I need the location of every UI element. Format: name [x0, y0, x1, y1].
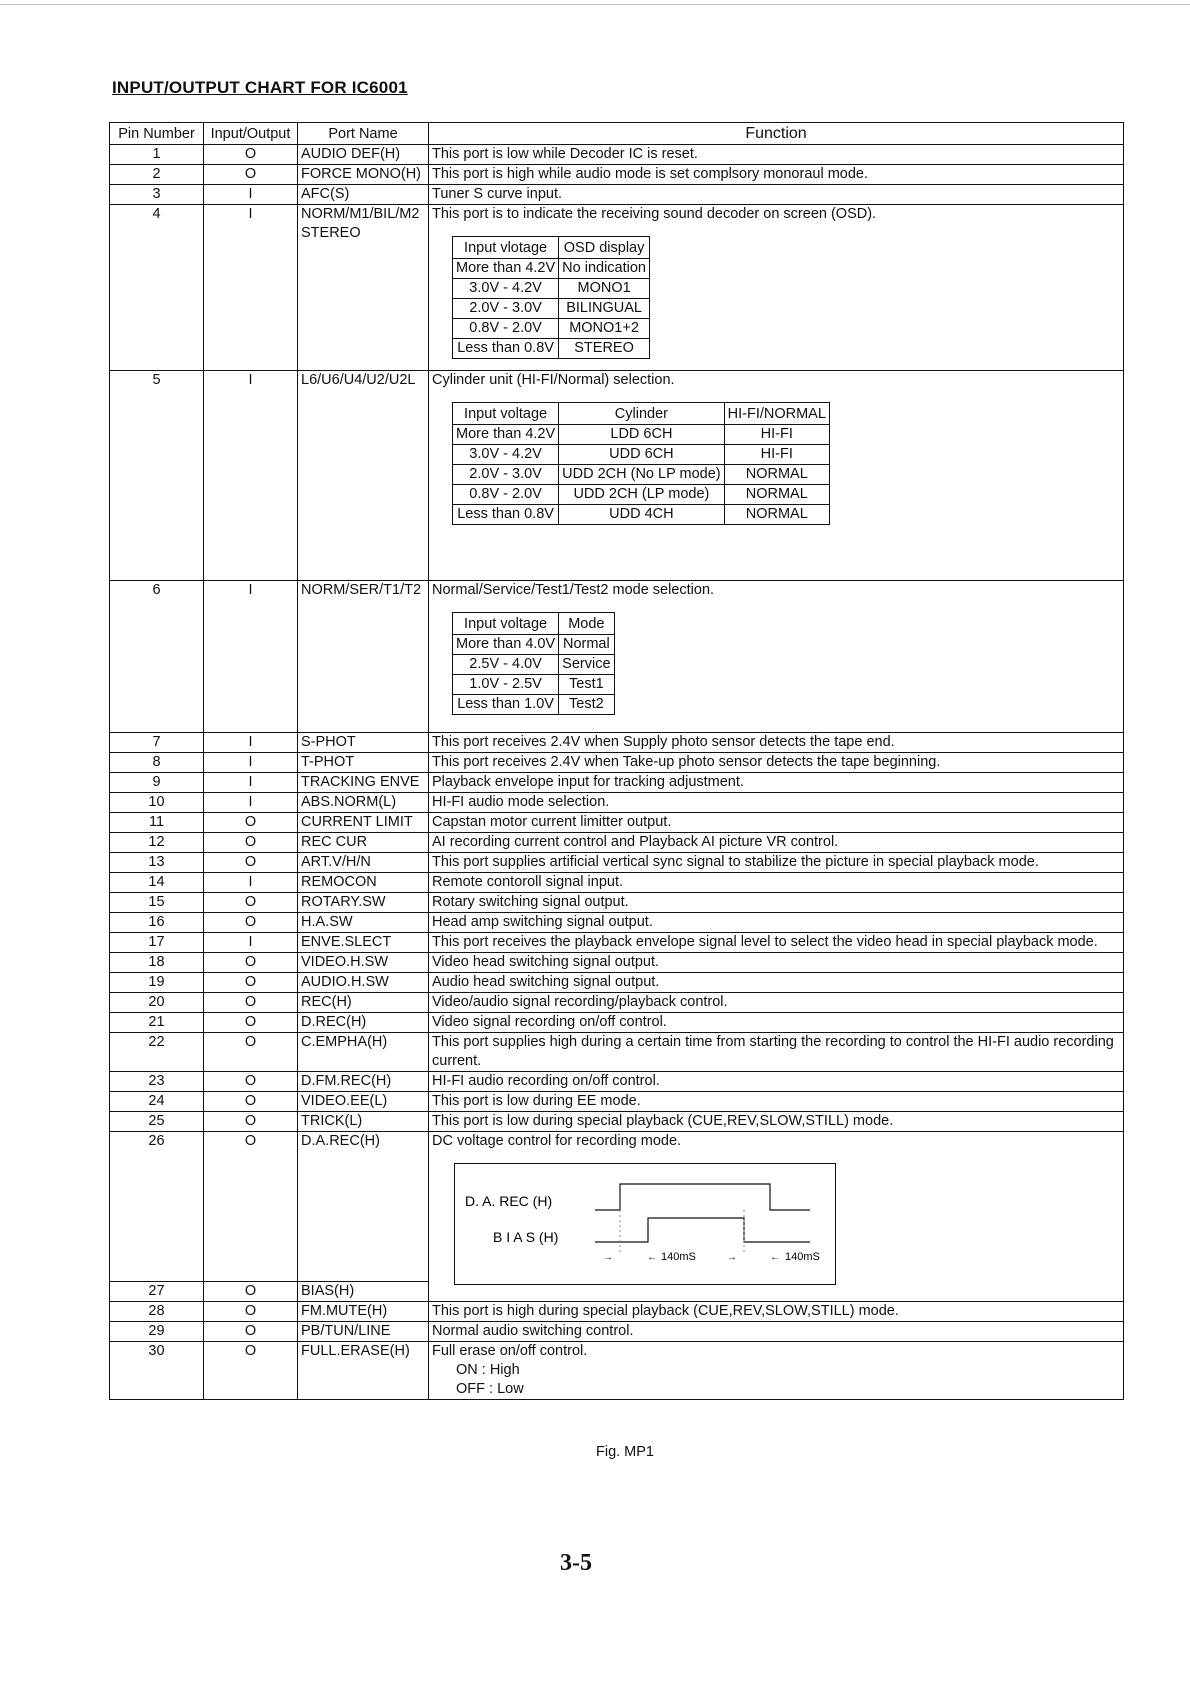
pin-number-cell: 18 [110, 953, 204, 973]
function-cell [429, 853, 1124, 873]
table-row [110, 1033, 1124, 1072]
table-row [110, 165, 1124, 185]
pin-number-cell: 14 [110, 873, 204, 893]
port-name-cell: C.EMPHA(H) [298, 1033, 429, 1072]
pin-number-cell: 2 [110, 165, 204, 185]
io-cell: O [204, 1282, 298, 1302]
pin-number-cell: 19 [110, 973, 204, 993]
pin-number-cell: 12 [110, 833, 204, 853]
function-text: This port is low during EE mode. [432, 1093, 641, 1109]
drec-waveform [595, 1184, 810, 1210]
function-cell [429, 833, 1124, 853]
function-text: Normal/Service/Test1/Test2 mode selection. [432, 582, 715, 598]
io-cell: I [204, 773, 298, 793]
port-name-cell: AFC(S) [298, 185, 429, 205]
io-cell: O [204, 165, 298, 185]
mode-voltage-table-header [453, 613, 615, 635]
function-cell [429, 185, 1124, 205]
cylinder-voltage-table-cell: Less than 0.8V [453, 505, 559, 525]
header-pin-number: Pin Number [110, 123, 204, 145]
io-cell: O [204, 993, 298, 1013]
cylinder-voltage-table-cell: More than 4.2V [453, 425, 559, 445]
table-row [110, 973, 1124, 993]
mode-voltage-table-row [453, 655, 615, 675]
cylinder-voltage-table-cell: 0.8V - 2.0V [453, 485, 559, 505]
delay-label-2: 140mS [785, 1251, 820, 1263]
cylinder-voltage-table-row [453, 505, 830, 525]
table-row [110, 371, 1124, 581]
osd-voltage-table-row [453, 319, 650, 339]
io-cell: O [204, 145, 298, 165]
waveform-diagram [454, 1163, 836, 1285]
pin-number-cell: 21 [110, 1013, 204, 1033]
function-cell [429, 873, 1124, 893]
pin-number-cell: 20 [110, 993, 204, 1013]
function-cell [429, 1342, 1124, 1400]
table-row [110, 953, 1124, 973]
osd-voltage-table-cell: MONO1 [559, 279, 650, 299]
cylinder-voltage-table-cell: NORMAL [724, 465, 829, 485]
osd-voltage-table-cell: BILINGUAL [559, 299, 650, 319]
cylinder-voltage-table-cell: UDD 2CH (LP mode) [559, 485, 724, 505]
osd-voltage-table-cell: More than 4.2V [453, 259, 559, 279]
function-text: This port is low while Decoder IC is reset. [432, 146, 698, 162]
table-row [110, 1112, 1124, 1132]
cylinder-voltage-table-cell: LDD 6CH [559, 425, 724, 445]
io-cell: O [204, 1132, 298, 1282]
pin-number-cell: 26 [110, 1132, 204, 1282]
cylinder-voltage-table-row [453, 425, 830, 445]
figure-caption: Fig. MP1 [595, 1444, 654, 1460]
port-name-cell: T-PHOT [298, 753, 429, 773]
pin-number-cell: 7 [110, 733, 204, 753]
function-text: This port is to indicate the receiving sound decoder on screen (OSD). [432, 206, 877, 222]
header-function: Function [429, 123, 1124, 145]
mode-voltage-table-cell: More than 4.0V [453, 635, 559, 655]
table-row [110, 813, 1124, 833]
port-name-cell: H.A.SW [298, 913, 429, 933]
function-text: This port receives the playback envelope signal level to select the video head in special playback mode. [432, 934, 1098, 950]
pin-number-cell: 23 [110, 1072, 204, 1092]
function-cell [429, 773, 1124, 793]
osd-voltage-table-cell: Less than 0.8V [453, 339, 559, 359]
table-row [110, 1302, 1124, 1322]
function-text: This port receives 2.4V when Take-up photo sensor detects the tape beginning. [432, 754, 941, 770]
io-cell: I [204, 185, 298, 205]
mode-voltage-table-cell: Less than 1.0V [453, 695, 559, 715]
port-name-cell: D.REC(H) [298, 1013, 429, 1033]
cylinder-voltage-table-row [453, 445, 830, 465]
cylinder-voltage-table-cell: HI-FI [724, 425, 829, 445]
port-name-cell: BIAS(H) [298, 1282, 429, 1302]
port-name-cell: FORCE MONO(H) [298, 165, 429, 185]
pin-number-cell: 30 [110, 1342, 204, 1400]
function-text: This port supplies high during a certain time from starting the recording to control the HI-FI audio recording current. [432, 1034, 1114, 1069]
pin-number-cell: 6 [110, 581, 204, 733]
function-text: This port is high while audio mode is set complsory monoraul mode. [432, 166, 869, 182]
osd-voltage-table-cell: 3.0V - 4.2V [453, 279, 559, 299]
table-row [110, 913, 1124, 933]
table-row [110, 581, 1124, 733]
table-row [110, 853, 1124, 873]
page-number: 3-5 [560, 1550, 592, 1576]
osd-voltage-table-cell: 2.0V - 3.0V [453, 299, 559, 319]
io-cell: O [204, 1092, 298, 1112]
io-cell: I [204, 581, 298, 733]
function-text: Rotary switching signal output. [432, 894, 629, 910]
io-cell: I [204, 873, 298, 893]
table-row [110, 185, 1124, 205]
io-cell: O [204, 953, 298, 973]
cylinder-voltage-table-header-cell: Cylinder [559, 403, 724, 425]
function-cell [429, 933, 1124, 953]
delay-label-1: 140mS [661, 1251, 696, 1263]
port-name-cell: NORM/SER/T1/T2 [298, 581, 429, 733]
bias-label: B I A S (H) [493, 1229, 559, 1245]
page-title: INPUT/OUTPUT CHART FOR IC6001 [112, 78, 408, 97]
io-cell: I [204, 205, 298, 371]
port-name-cell: ART.V/H/N [298, 853, 429, 873]
function-text: This port is high during special playback (CUE,REV,SLOW,STILL) mode. [432, 1303, 899, 1319]
io-cell: I [204, 793, 298, 813]
osd-voltage-table-header-cell: OSD display [559, 237, 650, 259]
pin-number-cell: 10 [110, 793, 204, 813]
port-name-cell: REMOCON [298, 873, 429, 893]
cylinder-voltage-table-cell: NORMAL [724, 505, 829, 525]
table-row [110, 733, 1124, 753]
top-rule [0, 4, 1190, 5]
port-name-cell: D.A.REC(H) [298, 1132, 429, 1282]
port-name-cell: AUDIO DEF(H) [298, 145, 429, 165]
function-text: This port is low during special playback (CUE,REV,SLOW,STILL) mode. [432, 1113, 894, 1129]
osd-voltage-table-cell: STEREO [559, 339, 650, 359]
io-cell: I [204, 933, 298, 953]
arrow-left-icon: ← [770, 1252, 780, 1263]
table-row [110, 1013, 1124, 1033]
arrow-right-icon: → [727, 1252, 737, 1263]
function-text: HI-FI audio mode selection. [432, 794, 610, 810]
function-text: Playback envelope input for tracking adjustment. [432, 774, 744, 790]
function-cell [429, 371, 1124, 581]
osd-voltage-table-header [453, 237, 650, 259]
io-cell: O [204, 1322, 298, 1342]
pin-number-cell: 24 [110, 1092, 204, 1112]
function-cell [429, 993, 1124, 1013]
function-text: This port receives 2.4V when Supply photo sensor detects the tape end. [432, 734, 895, 750]
arrow-left-icon: ← [647, 1252, 657, 1263]
function-text: DC voltage control for recording mode. [432, 1133, 682, 1149]
drec-label: D. A. REC (H) [465, 1193, 553, 1209]
mode-voltage-table-row [453, 675, 615, 695]
mode-voltage-table-cell: Test1 [559, 675, 614, 695]
osd-voltage-table-header-cell: Input vlotage [453, 237, 559, 259]
bias-waveform [595, 1218, 810, 1242]
port-name-cell: VIDEO.H.SW [298, 953, 429, 973]
table-row [110, 1322, 1124, 1342]
cylinder-voltage-table-cell: 3.0V - 4.2V [453, 445, 559, 465]
table-row [110, 793, 1124, 813]
function-text: AI recording current control and Playback AI picture VR control. [432, 834, 839, 850]
io-cell: O [204, 1033, 298, 1072]
table-row [110, 1132, 1124, 1282]
function-cell [429, 165, 1124, 185]
port-name-cell: NORM/M1/BIL/M2 STEREO [298, 205, 429, 371]
cylinder-voltage-table-row [453, 465, 830, 485]
function-cell [429, 1092, 1124, 1112]
function-text: Video/audio signal recording/playback control. [432, 994, 728, 1010]
function-cell [429, 893, 1124, 913]
osd-voltage-table [452, 236, 650, 359]
pin-number-cell: 9 [110, 773, 204, 793]
table-row [110, 205, 1124, 371]
waveform-svg [455, 1164, 835, 1284]
function-cell [429, 953, 1124, 973]
mode-voltage-table-cell: Service [559, 655, 614, 675]
io-cell: O [204, 1112, 298, 1132]
header-port-name: Port Name [298, 123, 429, 145]
io-cell: O [204, 853, 298, 873]
io-cell: I [204, 371, 298, 581]
port-name-cell: L6/U6/U4/U2/U2L [298, 371, 429, 581]
table-row [110, 993, 1124, 1013]
osd-voltage-table-cell: MONO1+2 [559, 319, 650, 339]
table-row [110, 753, 1124, 773]
function-cell [429, 1013, 1124, 1033]
osd-voltage-table-cell: No indication [559, 259, 650, 279]
port-name-cell: FM.MUTE(H) [298, 1302, 429, 1322]
osd-voltage-table-row [453, 299, 650, 319]
mode-voltage-table-header-cell: Mode [559, 613, 614, 635]
port-name-cell: REC(H) [298, 993, 429, 1013]
port-name-cell: PB/TUN/LINE [298, 1322, 429, 1342]
function-cell [429, 753, 1124, 773]
osd-voltage-table-row [453, 279, 650, 299]
table-row [110, 1342, 1124, 1400]
port-name-cell: S-PHOT [298, 733, 429, 753]
cylinder-voltage-table-row [453, 485, 830, 505]
cylinder-voltage-table-header-cell: HI-FI/NORMAL [724, 403, 829, 425]
pin-number-cell: 1 [110, 145, 204, 165]
port-name-cell: REC CUR [298, 833, 429, 853]
port-name-cell: ROTARY.SW [298, 893, 429, 913]
full-erase-off: OFF : Low [456, 1381, 524, 1397]
port-name-cell: AUDIO.H.SW [298, 973, 429, 993]
table-row [110, 893, 1124, 913]
io-cell: O [204, 893, 298, 913]
function-cell [429, 1132, 1124, 1302]
io-cell: O [204, 973, 298, 993]
function-cell [429, 1112, 1124, 1132]
pin-number-cell: 5 [110, 371, 204, 581]
io-cell: I [204, 733, 298, 753]
function-text: Tuner S curve input. [432, 186, 563, 202]
pin-number-cell: 17 [110, 933, 204, 953]
table-row [110, 873, 1124, 893]
cylinder-voltage-table-header-cell: Input voltage [453, 403, 559, 425]
io-cell: O [204, 833, 298, 853]
io-cell: O [204, 813, 298, 833]
function-cell [429, 813, 1124, 833]
function-cell [429, 913, 1124, 933]
function-text: Video head switching signal output. [432, 954, 660, 970]
mode-voltage-table-cell: 1.0V - 2.5V [453, 675, 559, 695]
io-chart-table [109, 122, 1124, 1400]
function-cell [429, 973, 1124, 993]
function-text: Video signal recording on/off control. [432, 1014, 667, 1030]
port-name-cell: D.FM.REC(H) [298, 1072, 429, 1092]
port-name-cell: CURRENT LIMIT [298, 813, 429, 833]
function-text: Remote contoroll signal input. [432, 874, 624, 890]
function-text: This port supplies artificial vertical sync signal to stabilize the picture in special playback mode. [432, 854, 1039, 870]
header-input-output: Input/Output [204, 123, 298, 145]
pin-number-cell: 29 [110, 1322, 204, 1342]
function-cell [429, 1322, 1124, 1342]
mode-voltage-table-cell: Test2 [559, 695, 614, 715]
pin-number-cell: 4 [110, 205, 204, 371]
arrow-right-icon: → [603, 1252, 613, 1263]
mode-voltage-table-row [453, 635, 615, 655]
io-cell: O [204, 1013, 298, 1033]
table-row [110, 833, 1124, 853]
pin-number-cell: 22 [110, 1033, 204, 1072]
osd-voltage-table-cell: 0.8V - 2.0V [453, 319, 559, 339]
function-text: Audio head switching signal output. [432, 974, 660, 990]
function-cell [429, 145, 1124, 165]
pin-number-cell: 27 [110, 1282, 204, 1302]
pin-number-cell: 3 [110, 185, 204, 205]
port-name-cell: ABS.NORM(L) [298, 793, 429, 813]
table-row [110, 1092, 1124, 1112]
function-text: Normal audio switching control. [432, 1323, 634, 1339]
table-row [110, 1072, 1124, 1092]
pin-number-cell: 8 [110, 753, 204, 773]
function-cell [429, 1072, 1124, 1092]
function-text: Cylinder unit (HI-FI/Normal) selection. [432, 372, 675, 388]
table-row [110, 145, 1124, 165]
function-cell [429, 1302, 1124, 1322]
function-text: Capstan motor current limitter output. [432, 814, 672, 830]
pin-number-cell: 15 [110, 893, 204, 913]
port-name-cell: TRACKING ENVE [298, 773, 429, 793]
mode-voltage-table-header-cell: Input voltage [453, 613, 559, 635]
pin-number-cell: 13 [110, 853, 204, 873]
cylinder-voltage-table-cell: UDD 6CH [559, 445, 724, 465]
function-text: Head amp switching signal output. [432, 914, 653, 930]
io-cell: O [204, 1302, 298, 1322]
pin-number-cell: 25 [110, 1112, 204, 1132]
mode-voltage-table-row [453, 695, 615, 715]
pin-number-cell: 16 [110, 913, 204, 933]
cylinder-voltage-table-cell: HI-FI [724, 445, 829, 465]
mode-voltage-table-cell: 2.5V - 4.0V [453, 655, 559, 675]
table-row [110, 773, 1124, 793]
port-name-cell: FULL.ERASE(H) [298, 1342, 429, 1400]
cylinder-voltage-table-cell: NORMAL [724, 485, 829, 505]
io-cell: O [204, 913, 298, 933]
io-cell: I [204, 753, 298, 773]
cylinder-voltage-table-cell: UDD 2CH (No LP mode) [559, 465, 724, 485]
cylinder-voltage-table [452, 402, 830, 525]
function-cell [429, 793, 1124, 813]
function-text: Full erase on/off control. [432, 1343, 588, 1359]
function-cell [429, 581, 1124, 733]
pin-number-cell: 28 [110, 1302, 204, 1322]
table-header-row [110, 123, 1124, 145]
function-cell [429, 733, 1124, 753]
cylinder-voltage-table-cell: UDD 4CH [559, 505, 724, 525]
port-name-cell: VIDEO.EE(L) [298, 1092, 429, 1112]
io-cell: O [204, 1342, 298, 1400]
function-cell [429, 205, 1124, 371]
function-cell [429, 1033, 1124, 1072]
pin-number-cell: 11 [110, 813, 204, 833]
port-name-cell: ENVE.SLECT [298, 933, 429, 953]
full-erase-on: ON : High [456, 1362, 520, 1378]
cylinder-voltage-table-cell: 2.0V - 3.0V [453, 465, 559, 485]
mode-voltage-table [452, 612, 615, 715]
osd-voltage-table-row [453, 339, 650, 359]
port-name-cell: TRICK(L) [298, 1112, 429, 1132]
io-cell: O [204, 1072, 298, 1092]
table-row [110, 933, 1124, 953]
osd-voltage-table-row [453, 259, 650, 279]
mode-voltage-table-cell: Normal [559, 635, 614, 655]
function-text: HI-FI audio recording on/off control. [432, 1073, 660, 1089]
cylinder-voltage-table-header [453, 403, 830, 425]
